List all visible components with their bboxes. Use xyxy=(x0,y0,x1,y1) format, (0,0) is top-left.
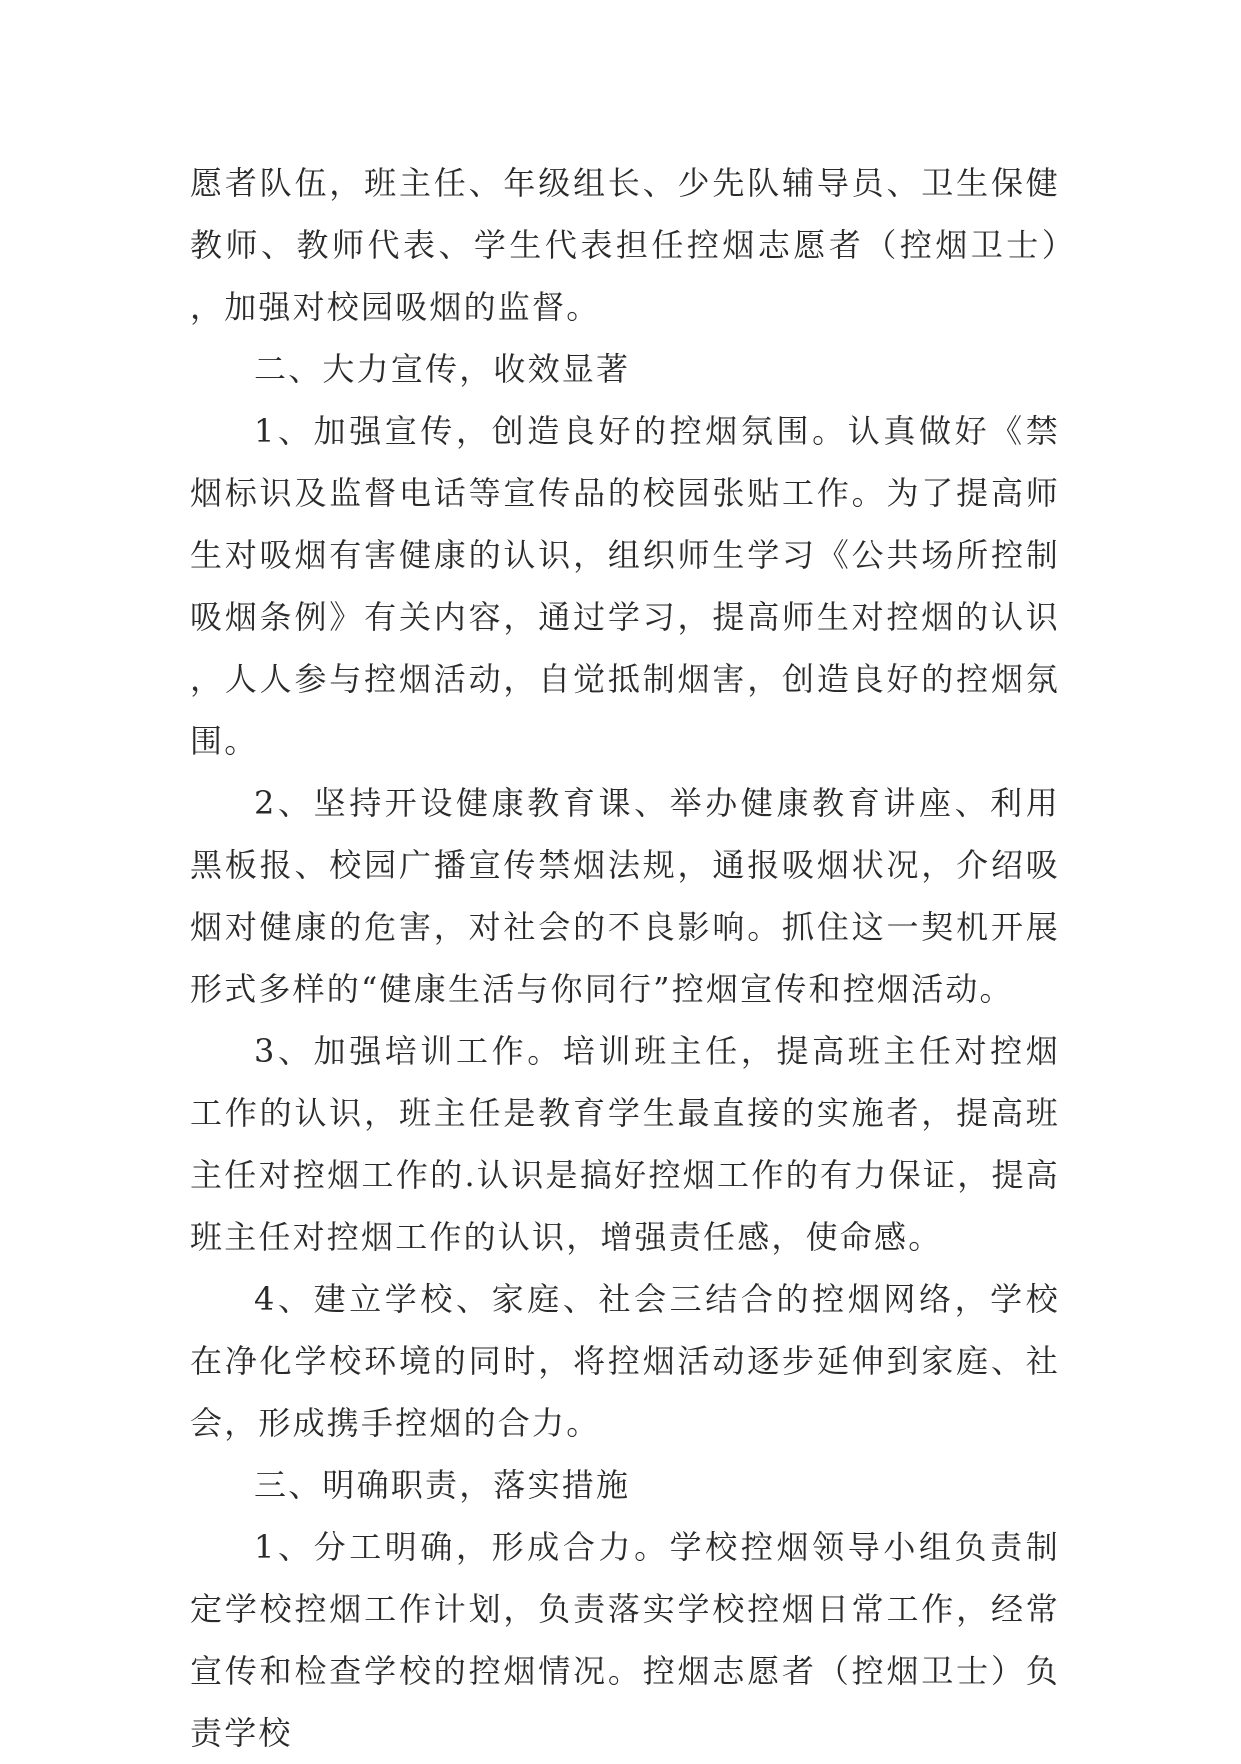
paragraph-item-2-health-education: 2、坚持开设健康教育课、举办健康教育讲座、利用黑板报、校园广播宣传禁烟法规，通报吸烟状况，介绍吸烟对健康的危害，对社会的不良影响。抓住这一契机开展形式多样的“健康生活与你同行”控烟宣传和控烟活动。 xyxy=(190,784,1060,1008)
paragraph-item-1-division-of-labor: 1、分工明确，形成合力。学校控烟领导小组负责制定学校控烟工作计划，负责落实学校控烟日常工作，经常宣传和检查学校的控烟情况。控烟志愿者（控烟卫士）负责学校 xyxy=(190,1528,1060,1752)
heading-section-three: 三、明确职责，落实措施 xyxy=(254,1466,631,1504)
paragraph-volunteer-team: 愿者队伍，班主任、年级组长、少先队辅导员、卫生保健教师、教师代表、学生代表担任控烟志愿者（控烟卫士），加强对校园吸烟的监督。 xyxy=(190,164,1060,326)
paragraph-item-1-publicity: 1、加强宣传，创造良好的控烟氛围。认真做好《禁烟标识及监督电话等宣传品的校园张贴工作。为了提高师生对吸烟有害健康的认识，组织师生学习《公共场所控制吸烟条例》有关内容，通过学习，提高师生对控烟的认识，人人参与控烟活动，自觉抵制烟害，创造良好的控烟氛围。 xyxy=(190,412,1060,760)
heading-section-two: 二、大力宣传，收效显著 xyxy=(254,350,631,388)
paragraph-item-3-training: 3、加强培训工作。培训班主任，提高班主任对控烟工作的认识，班主任是教育学生最直接的实施者，提高班主任对控烟工作的.认识是搞好控烟工作的有力保证，提高班主任对控烟工作的认识，增强责任感，使命感。 xyxy=(190,1032,1060,1256)
document-body xyxy=(190,152,1060,1764)
paragraph-item-4-network: 4、建立学校、家庭、社会三结合的控烟网络，学校在净化学校环境的同时，将控烟活动逐步延伸到家庭、社会，形成携手控烟的合力。 xyxy=(190,1280,1060,1442)
